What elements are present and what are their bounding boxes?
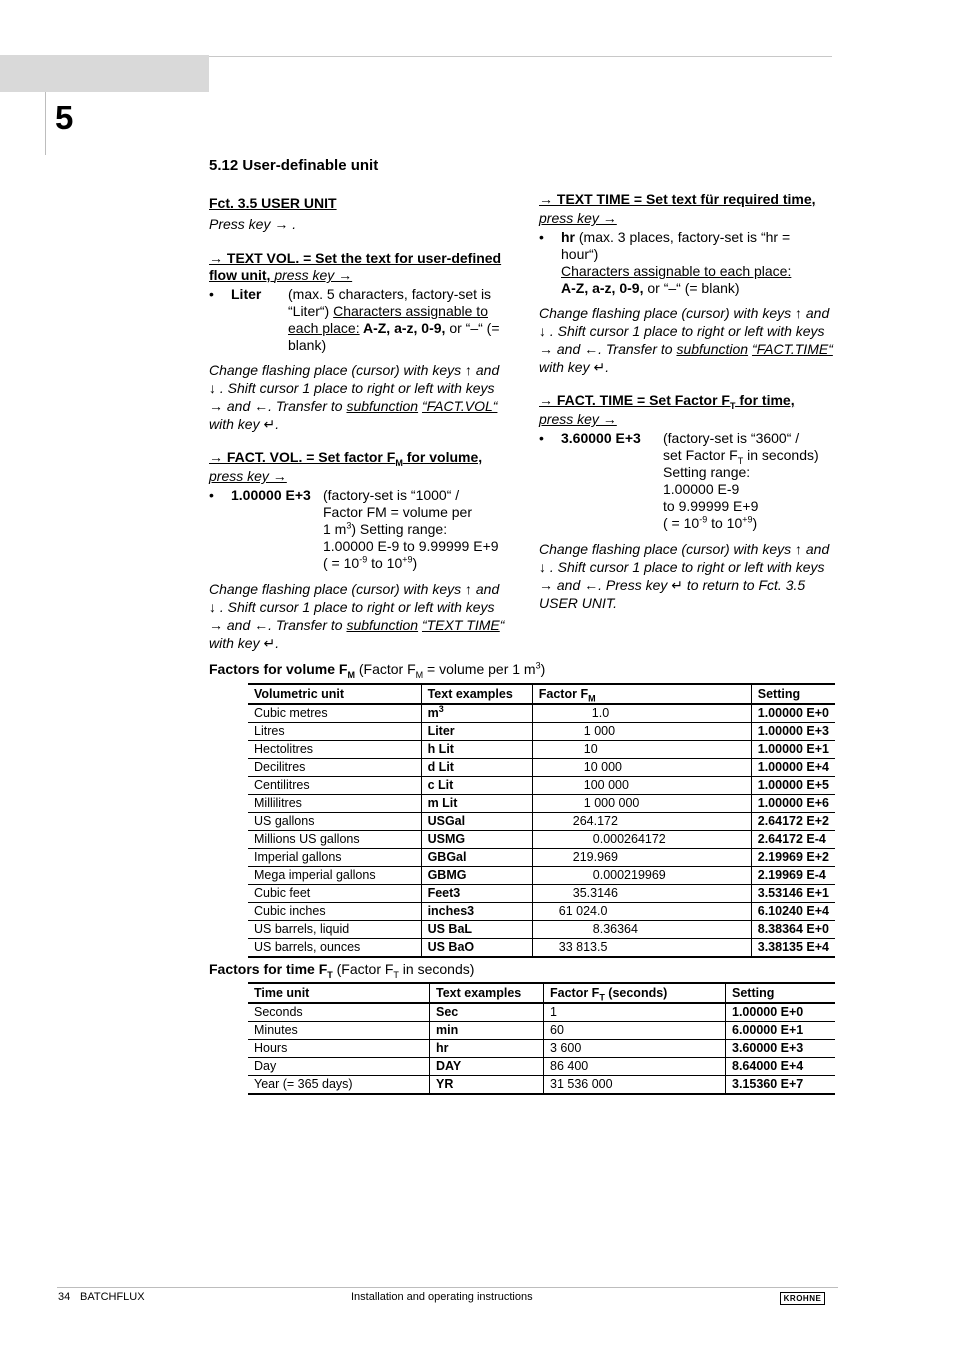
table-cell: DAY xyxy=(430,1058,544,1076)
table-row xyxy=(248,831,835,849)
col-header: Volumetric unit xyxy=(248,684,421,704)
table-cell: 61 024.0 xyxy=(532,903,751,921)
table-cell: 60 xyxy=(544,1022,726,1040)
table-row xyxy=(248,1022,835,1040)
change-note-4: Change flashing place (cursor) with keys ↑ and ↓ . Shift cursor 1 place to right or left with keys → and ←. Press key ↵ to return to Fct. 3.5 USER UNIT. xyxy=(539,541,830,611)
table-cell: Imperial gallons xyxy=(248,849,421,867)
table-cell: Cubic metres xyxy=(248,704,421,723)
table-cell: 2.64172 E-4 xyxy=(751,831,835,849)
facttime-heading: → FACT. TIME = Set Factor $F_T$ for time, xyxy=(539,392,795,411)
table-cell: 3.15360 E+7 xyxy=(726,1076,836,1095)
hr-item: • hr (max. 3 places, factory-set is “hr = hour“) Characters assignable to each place: A-Z, a-z, 0-9, or “–“ (= blank) xyxy=(539,229,839,297)
change-note-3: Change flashing place (cursor) with keys ↑ and ↓ . Shift cursor 1 place to right or left with keys → and ←. Transfer to subfunction “FACT.TIME“ with key ↵. xyxy=(539,305,833,375)
table-cell: US barrels, ounces xyxy=(248,939,421,958)
col-header: Factor $F_T$ (seconds) xyxy=(544,983,726,1003)
table-cell: 6.10240 E+4 xyxy=(751,903,835,921)
table-cell: Mega imperial gallons xyxy=(248,867,421,885)
table-cell: 219.969 xyxy=(532,849,751,867)
table-row xyxy=(248,885,835,903)
document-title: Installation and operating instructions xyxy=(351,1291,533,1303)
col-header: Setting xyxy=(751,684,835,704)
table-cell: Cubic inches xyxy=(248,903,421,921)
table-cell: USMG xyxy=(421,831,532,849)
table-cell: m Lit xyxy=(421,795,532,813)
chapter-number: 5 xyxy=(55,99,74,136)
right-column xyxy=(539,191,839,612)
table-cell: 100 000 xyxy=(532,777,751,795)
table-row xyxy=(248,1076,835,1095)
product-name: BATCHFLUX xyxy=(80,1291,145,1303)
ft-term: 3.60000 E+3 xyxy=(561,430,641,446)
table-cell: 2.64172 E+2 xyxy=(751,813,835,831)
table-header-row xyxy=(248,684,835,704)
table-cell: Day xyxy=(248,1058,430,1076)
table-cell: Liter xyxy=(421,723,532,741)
fm-item: • 1.00000 E+3 (factory-set is “1000“ / Factor FM = volume per 1 $m^3$) Setting range: 1.00000 E-9 to 9.99999 E+9 ( = $10^{-9}$ to $10^{+9}$) xyxy=(209,487,499,571)
table-cell: US barrels, liquid xyxy=(248,921,421,939)
table-cell: USGal xyxy=(421,813,532,831)
table-row xyxy=(248,849,835,867)
table-cell: 8.36364 xyxy=(532,921,751,939)
krohne-logo: KROHNE xyxy=(780,1292,825,1305)
volume-factor-table xyxy=(248,683,835,958)
table-cell: h Lit xyxy=(421,741,532,759)
table-cell: 3.60000 E+3 xyxy=(726,1040,836,1058)
table-cell: 0.000219969 xyxy=(532,867,751,885)
table-cell: 8.38364 E+0 xyxy=(751,921,835,939)
table-cell: US BaO xyxy=(421,939,532,958)
volume-table-caption: Factors for volume $F_M$ (Factor $F_M$ = volume per 1 $m^3$) xyxy=(209,660,546,680)
table-cell: Millions US gallons xyxy=(248,831,421,849)
table-cell: US gallons xyxy=(248,813,421,831)
table-cell: 1.00000 E+0 xyxy=(751,704,835,723)
ft-desc: (factory-set is “3600“ / set Factor $F_T$ in seconds) Setting range: 1.00000 E-9 to 9.99999 E+9 ( = $10^{-9}$ to $10^{+9}$) xyxy=(663,430,819,531)
table-row xyxy=(248,759,835,777)
table-cell: GBMG xyxy=(421,867,532,885)
table-cell: 1.00000 E+6 xyxy=(751,795,835,813)
col-header: Time unit xyxy=(248,983,430,1003)
table-cell: GBGal xyxy=(421,849,532,867)
fct-title: Fct. 3.5 USER UNIT xyxy=(209,195,337,211)
table-cell: 1 xyxy=(544,1003,726,1022)
table-header-row xyxy=(248,983,835,1003)
table-cell: 2.19969 E-4 xyxy=(751,867,835,885)
press-key-line: Press key → . xyxy=(209,216,297,232)
col-header: Text examples xyxy=(430,983,544,1003)
change-note-1: Change flashing place (cursor) with keys ↑ and ↓ . Shift cursor 1 place to right or left with keys → and ←. Transfer to subfunction “FACT.VOL“ with key ↵. xyxy=(209,362,500,432)
header-rule xyxy=(209,56,832,57)
table-cell: Decilitres xyxy=(248,759,421,777)
table-cell: $m^3$ xyxy=(421,704,532,723)
table-cell: Sec xyxy=(430,1003,544,1022)
table-cell: c Lit xyxy=(421,777,532,795)
table-cell: 1.00000 E+5 xyxy=(751,777,835,795)
table-cell: inches3 xyxy=(421,903,532,921)
table-cell: 0.000264172 xyxy=(532,831,751,849)
time-factor-table xyxy=(248,982,835,1095)
table-cell: 1.00000 E+4 xyxy=(751,759,835,777)
table-cell: hr xyxy=(430,1040,544,1058)
table-cell: 35.3146 xyxy=(532,885,751,903)
table-cell: Hours xyxy=(248,1040,430,1058)
table-cell: 10 000 xyxy=(532,759,751,777)
hr-desc: hr (max. 3 places, factory-set is “hr = hour“) Characters assignable to each place: A-Z, a-z, 0-9, or “–“ (= blank) xyxy=(561,229,792,296)
table-cell: US BaL xyxy=(421,921,532,939)
factvol-heading: → FACT. VOL. = Set factor $F_M$ for volume, xyxy=(209,449,483,468)
table-cell: 1 000 000 xyxy=(532,795,751,813)
table-cell: d Lit xyxy=(421,759,532,777)
table-row xyxy=(248,867,835,885)
table-cell: 1.00000 E+0 xyxy=(726,1003,836,1022)
table-cell: 3.53146 E+1 xyxy=(751,885,835,903)
table-cell: 86 400 xyxy=(544,1058,726,1076)
table-row xyxy=(248,1040,835,1058)
fm-term: 1.00000 E+3 xyxy=(231,487,311,503)
table-cell: Cubic feet xyxy=(248,885,421,903)
table-row xyxy=(248,723,835,741)
table-row xyxy=(248,1058,835,1076)
page-number: 34 xyxy=(58,1291,71,1303)
table-cell: Seconds xyxy=(248,1003,430,1022)
change-note-2: Change flashing place (cursor) with keys ↑ and ↓ . Shift cursor 1 place to right or left with keys → and ←. Transfer to subfunction “TEXT TIME“ with key ↵. xyxy=(209,581,505,651)
chapter-rule xyxy=(45,92,46,155)
table-cell: 10 xyxy=(532,741,751,759)
table-row xyxy=(248,795,835,813)
texttime-heading: → TEXT TIME = Set text für required time, xyxy=(539,191,816,207)
table-cell: 33 813.5 xyxy=(532,939,751,958)
table-cell: Minutes xyxy=(248,1022,430,1040)
table-cell: 1 000 xyxy=(532,723,751,741)
col-header: Text examples xyxy=(421,684,532,704)
table-row xyxy=(248,921,835,939)
table-cell: Millilitres xyxy=(248,795,421,813)
table-cell: Centilitres xyxy=(248,777,421,795)
table-cell: Feet3 xyxy=(421,885,532,903)
liter-desc: (max. 5 characters, factory-set is “Liter“) Characters assignable to each place: A-Z, a-z, 0-9, or “–“ (= blank) xyxy=(288,286,500,353)
table-cell: 6.00000 E+1 xyxy=(726,1022,836,1040)
header-bar xyxy=(0,55,209,92)
table-cell: 8.64000 E+4 xyxy=(726,1058,836,1076)
table-cell: 3 600 xyxy=(544,1040,726,1058)
fm-desc: (factory-set is “1000“ / Factor FM = volume per 1 $m^3$) Setting range: 1.00000 E-9 to 9.99999 E+9 ( = $10^{-9}$ to $10^{+9}$) xyxy=(323,487,499,571)
table-cell: 1.0 xyxy=(532,704,751,723)
table-row xyxy=(248,813,835,831)
table-cell: 2.19969 E+2 xyxy=(751,849,835,867)
table-row xyxy=(248,939,835,958)
factvol-press: press key → xyxy=(209,468,287,484)
col-header: Setting xyxy=(726,983,836,1003)
table-cell: Litres xyxy=(248,723,421,741)
table-cell: Year (= 365 days) xyxy=(248,1076,430,1095)
footer-rule xyxy=(57,1287,838,1288)
col-header: Factor $F_M$ xyxy=(532,684,751,704)
table-row xyxy=(248,741,835,759)
table-cell: 1.00000 E+3 xyxy=(751,723,835,741)
table-row xyxy=(248,1003,835,1022)
textvol-heading: → TEXT VOL. = Set the text for user-defined flow unit, press key → xyxy=(209,250,502,283)
table-row xyxy=(248,903,835,921)
liter-term: Liter xyxy=(231,286,262,302)
texttime-press: press key → xyxy=(539,210,617,226)
liter-item: • Liter (max. 5 characters, factory-set is “Liter“) Characters assignable to each place: A-Z, a-z, 0-9, or “–“ (= blank) xyxy=(209,286,509,354)
table-row xyxy=(248,777,835,795)
section-title: 5.12 User-definable unit xyxy=(209,157,379,174)
time-table-caption: Factors for time $F_T$ (Factor $F_T$ in seconds) xyxy=(209,961,475,980)
table-row xyxy=(248,704,835,723)
table-cell: 1.00000 E+1 xyxy=(751,741,835,759)
table-cell: 3.38135 E+4 xyxy=(751,939,835,958)
table-cell: Hectolitres xyxy=(248,741,421,759)
table-cell: min xyxy=(430,1022,544,1040)
ft-item: • 3.60000 E+3 (factory-set is “3600“ / set Factor $F_T$ in seconds) Setting range: 1.00000 E-9 to 9.99999 E+9 ( = $10^{-9}$ to $10^{+9}$) xyxy=(539,430,819,531)
left-column xyxy=(209,195,509,652)
table-cell: YR xyxy=(430,1076,544,1095)
facttime-press: press key → xyxy=(539,411,617,427)
table-cell: 264.172 xyxy=(532,813,751,831)
table-cell: 31 536 000 xyxy=(544,1076,726,1095)
